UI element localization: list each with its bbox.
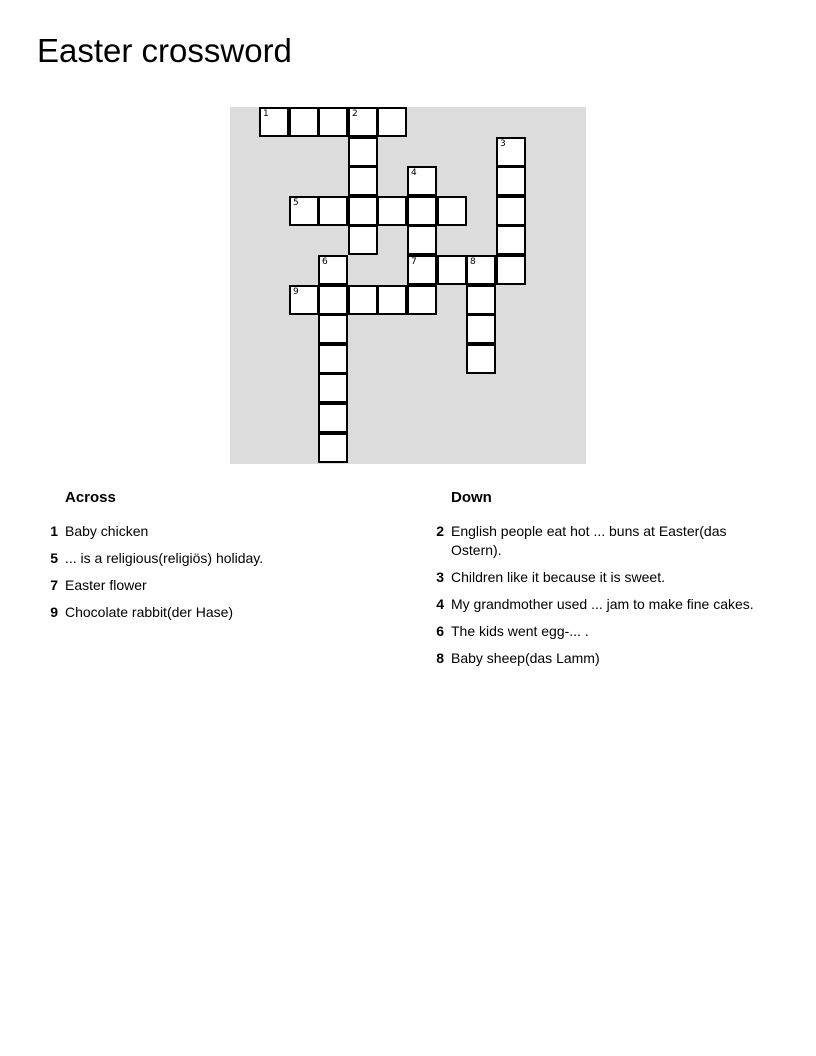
crossword-cell[interactable] xyxy=(318,196,348,226)
crossword-cell[interactable] xyxy=(289,196,319,226)
crossword-cell[interactable] xyxy=(437,255,467,285)
crossword-cell[interactable] xyxy=(437,196,467,226)
down-clues xyxy=(426,486,776,676)
crossword-cell[interactable] xyxy=(496,166,526,196)
cell-number: 7 xyxy=(411,257,417,267)
across-heading: Across xyxy=(65,489,116,506)
crossword-cell[interactable] xyxy=(318,285,348,315)
crossword-cell[interactable] xyxy=(318,433,348,463)
cell-number: 2 xyxy=(352,109,358,119)
clue-text: Baby sheep(das Lamm) xyxy=(451,650,600,666)
clue-number: 7 xyxy=(50,577,58,593)
crossword-cell[interactable] xyxy=(348,166,378,196)
crossword-cell[interactable] xyxy=(407,225,437,255)
clue-text: The kids went egg-... . xyxy=(451,623,589,639)
clue-number: 1 xyxy=(50,523,58,539)
crossword-cell[interactable] xyxy=(496,255,526,285)
cell-number: 8 xyxy=(470,257,476,267)
clue-item xyxy=(426,649,776,668)
crossword-cell[interactable] xyxy=(318,403,348,433)
cell-number: 4 xyxy=(411,168,417,178)
across-clues xyxy=(40,486,380,630)
clue-number: 3 xyxy=(436,569,444,585)
down-heading: Down xyxy=(451,489,492,506)
cell-number: 1 xyxy=(263,109,269,119)
crossword-cell[interactable] xyxy=(466,314,496,344)
crossword-cell[interactable] xyxy=(466,255,496,285)
clue-item xyxy=(426,595,776,614)
clue-item xyxy=(426,568,776,587)
page-title: Easter crossword xyxy=(37,32,292,69)
clue-text: ... is a religious(religiös) holiday. xyxy=(65,550,264,566)
crossword-cell[interactable] xyxy=(348,196,378,226)
crossword-cell[interactable] xyxy=(318,373,348,403)
clue-item xyxy=(40,522,380,541)
clue-item xyxy=(426,622,776,641)
crossword-cell[interactable] xyxy=(407,285,437,315)
cell-number: 6 xyxy=(322,257,328,267)
crossword-cell[interactable] xyxy=(377,285,407,315)
cell-number: 5 xyxy=(293,198,299,208)
crossword-cell[interactable] xyxy=(289,285,319,315)
crossword-cell[interactable] xyxy=(318,255,348,285)
crossword-cell[interactable] xyxy=(496,225,526,255)
crossword-grid xyxy=(230,107,586,464)
crossword-cell[interactable] xyxy=(348,137,378,167)
crossword-cell[interactable] xyxy=(259,107,289,137)
crossword-cell[interactable] xyxy=(318,107,348,137)
clue-number: 8 xyxy=(436,650,444,666)
clue-text: Easter flower xyxy=(65,577,147,593)
crossword-cell[interactable] xyxy=(496,137,526,167)
crossword-cell[interactable] xyxy=(348,107,378,137)
crossword-cell[interactable] xyxy=(496,196,526,226)
cell-number: 9 xyxy=(293,287,299,297)
crossword-cell[interactable] xyxy=(348,285,378,315)
clue-number: 2 xyxy=(436,523,444,539)
clue-number: 9 xyxy=(50,604,58,620)
clue-item xyxy=(40,549,380,568)
clue-number: 5 xyxy=(50,550,58,566)
crossword-cell[interactable] xyxy=(318,314,348,344)
clue-item xyxy=(426,522,776,560)
crossword-cell[interactable] xyxy=(348,225,378,255)
cell-number: 3 xyxy=(500,139,506,149)
clue-text: English people eat hot ... buns at Easter(das Ostern). xyxy=(451,523,727,558)
clue-item xyxy=(40,603,380,622)
clue-text: My grandmother used ... jam to make fine cakes. xyxy=(451,596,754,612)
clue-item xyxy=(40,576,380,595)
crossword-cell[interactable] xyxy=(289,107,319,137)
crossword-cell[interactable] xyxy=(466,285,496,315)
crossword-cell[interactable] xyxy=(407,255,437,285)
clue-text: Children like it because it is sweet. xyxy=(451,569,665,585)
crossword-cell[interactable] xyxy=(377,196,407,226)
crossword-cell[interactable] xyxy=(407,196,437,226)
crossword-cell[interactable] xyxy=(318,344,348,374)
clue-number: 4 xyxy=(436,596,444,612)
crossword-cell[interactable] xyxy=(407,166,437,196)
clue-number: 6 xyxy=(436,623,444,639)
crossword-cell[interactable] xyxy=(466,344,496,374)
crossword-cell[interactable] xyxy=(377,107,407,137)
clue-text: Baby chicken xyxy=(65,523,149,539)
clue-text: Chocolate rabbit(der Hase) xyxy=(65,604,234,620)
